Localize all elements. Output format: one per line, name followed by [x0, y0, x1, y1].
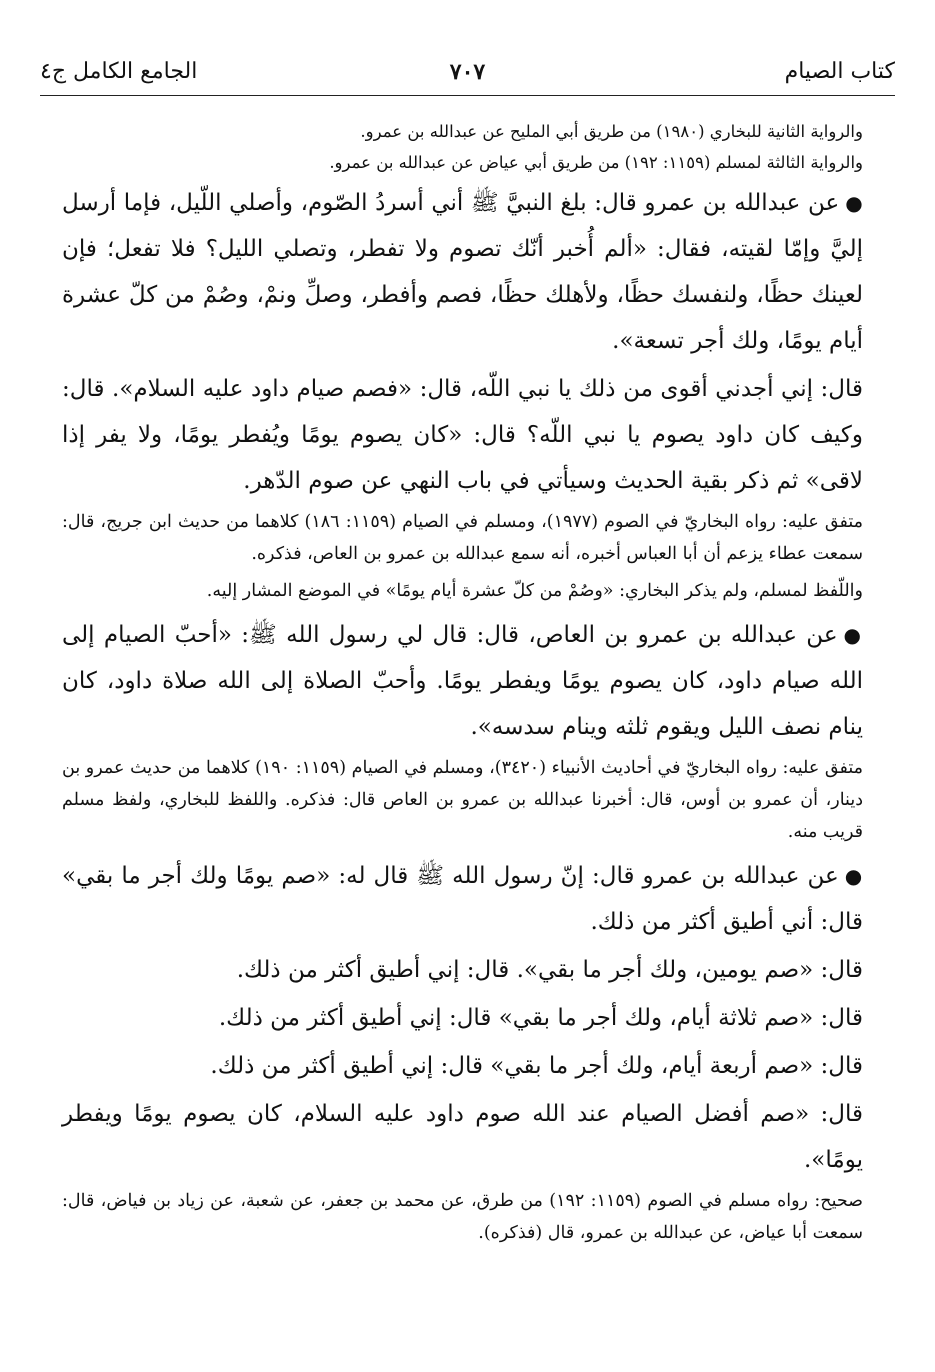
paragraph-text: عن عبدالله بن عمرو بن العاص، قال: قال لي رسول الله ﷺ: «أحبّ الصيام إلى الله صيام داود، كان يصوم يومًا ويفطر يومًا. وأحبّ الصلاة إلى الله صلاة داود، كان ينام نصف الليل ويقوم ثلثه وينام سدسه».	[62, 622, 863, 740]
paragraph-text: عن عبدالله بن عمرو قال: إنّ رسول الله ﷺ قال له: «صم يومًا ولك أجر ما بقي» قال: أني أطيق أكثر من ذلك.	[62, 863, 863, 935]
text-paragraph	[62, 506, 891, 570]
bullet-icon: ●	[845, 191, 863, 215]
paragraph-text: قال: «صم ثلاثة أيام، ولك أجر ما بقي» قال: إني أطيق أكثر من ذلك.	[218, 1005, 863, 1031]
paragraph-text: متفق عليه: رواه البخاريّ في الصوم (١٩٧٧)، ومسلم في الصيام (١١٥٩: ١٨٦) كلاهما من حديث ابن جريج، قال: سمعت عطاء يزعم أن أبا العباس أخبره، أنه سمع عبدالله بن عمرو بن العاص، فذكره.	[62, 512, 864, 564]
paragraph-text: قال: «صم يومين، ولك أجر ما بقي». قال: إني أطيق أكثر من ذلك.	[236, 957, 863, 983]
page-header	[40, 55, 895, 96]
text-paragraph	[62, 149, 891, 176]
text-paragraph	[62, 366, 891, 504]
text-paragraph	[62, 1043, 891, 1089]
book-title: الجامع الكامل ج٤	[40, 59, 198, 84]
hadith-paragraph	[62, 612, 891, 750]
text-paragraph	[62, 995, 891, 1041]
hadith-paragraph	[62, 180, 891, 364]
paragraph-text: قال: «صم أفضل الصيام عند الله صوم داود عليه السلام، كان يصوم يومًا ويفطر يومًا».	[62, 1101, 863, 1173]
paragraph-text: قال: «صم أربعة أيام، ولك أجر ما بقي» قال: إني أطيق أكثر من ذلك.	[210, 1053, 863, 1079]
paragraph-text: صحيح: رواه مسلم في الصوم (١١٥٩: ١٩٢) من طرق، عن محمد بن جعفر، عن شعبة، عن زياد بن فياض، قال: سمعت أبا عياض، عن عبدالله بن عمرو، قال (فذكره).	[62, 1191, 864, 1243]
page-body	[62, 118, 891, 1254]
text-paragraph	[62, 1185, 891, 1249]
text-paragraph	[62, 1091, 891, 1183]
paragraph-text: واللّفظ لمسلم، ولم يذكر البخاري: «وصُمْ من كلّ عشرة أيام يومًا» في الموضع المشار إليه.	[206, 581, 863, 601]
text-paragraph	[62, 752, 891, 848]
hadith-paragraph	[62, 853, 891, 945]
bullet-icon: ●	[844, 864, 863, 888]
paragraph-text: عن عبدالله بن عمرو قال: بلغ النبيَّ ﷺ أني أسردُ الصّوم، وأصلي اللّيل، فإما أرسل إليَّ وإمّا لقيته، فقال: «ألم أُخبر أنّك تصوم ولا تفطر، وتصلي الليل؟ فلا تفعل؛ فإن لعينك حظًا، ولنفسك حظًا، ولأهلك حظًا، فصم وأفطر، وصلِّ ونمْ، وصُمْ من كلّ عشرة أيام يومًا، ولك أجر تسعة».	[62, 190, 863, 354]
page-number: ٧٠٧	[449, 59, 486, 85]
paragraph-text: قال: إني أجدني أقوى من ذلك يا نبي اللّه، قال: «فصم صيام داود عليه السلام». قال: وكيف كان داود يصوم يا نبي اللّه؟ قال: «كان يصوم يومًا ويُفطر يومًا، ولا يفر إذا لاقى» ثم ذكر بقية الحديث وسيأتي في باب النهي عن صوم الدّهر.	[62, 376, 863, 494]
bullet-icon: ●	[843, 623, 863, 647]
chapter-title: كتاب الصيام	[784, 59, 895, 84]
paragraph-text: والرواية الثالثة لمسلم (١١٥٩: ١٩٢) من طريق أبي عياض عن عبدالله بن عمرو.	[329, 153, 863, 172]
text-paragraph	[62, 118, 891, 145]
text-paragraph	[62, 947, 891, 993]
text-paragraph	[62, 575, 891, 607]
paragraph-text: والرواية الثانية للبخاري (١٩٨٠) من طريق أبي المليح عن عبدالله بن عمرو.	[360, 122, 863, 141]
paragraph-text: متفق عليه: رواه البخاريّ في أحاديث الأنبياء (٣٤٢٠)، ومسلم في الصيام (١١٥٩: ١٩٠) كلاهما من حديث عمرو بن دينار، أن عمرو بن أوس، قال: أخبرنا عبدالله بن عمرو بن العاص قال: فذكره. واللفظ للبخاري، ولفظ مسلم قريب منه.	[62, 758, 863, 842]
